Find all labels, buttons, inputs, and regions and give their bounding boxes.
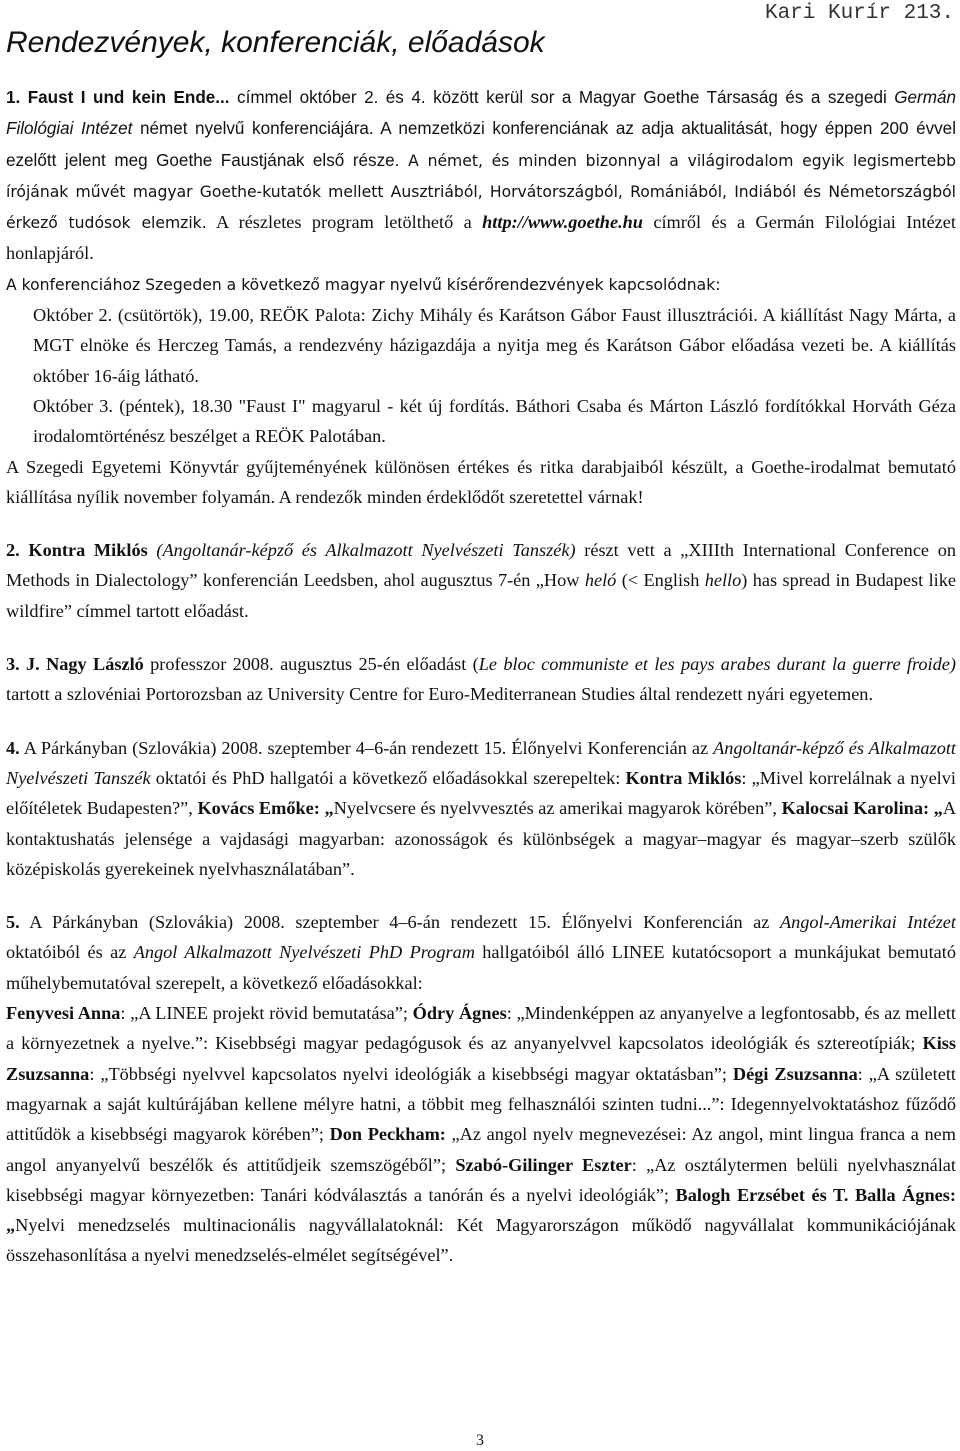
text-run: részt vett a „XIIIth International Conference on Methods in Dialectology” konferencián Leedsben, ahol augusztus 7-én „How xyxy=(6,540,956,591)
text-run: ) has spread in Budapest like wildfire” címmel tartott előadást. xyxy=(6,570,956,621)
text-run: Október 3. (péntek), 18.30 "Faust I" magyarul - két új fordítás. xyxy=(33,395,510,416)
text-run: 4. xyxy=(6,737,20,758)
text-run: heló xyxy=(584,570,617,591)
paragraph xyxy=(6,649,956,710)
text-run: Le bloc communiste et les pays arabes durant la guerre froide) xyxy=(478,654,956,675)
text-run: : „Mindenképpen az anyanyelve a legfontosabb, és az mellett a környezetnek a nyelve.”: Kisebbségi magyar pedagógusok és az anyanyelvvel kapcsolatos ideológiák és sztereotípiák; xyxy=(6,1003,957,1054)
text-run: Szabó-Gilinger Eszter xyxy=(455,1154,632,1175)
text-run: : „A LINEE projekt rövid bemutatása”; xyxy=(120,1003,413,1024)
text-run: hello xyxy=(704,570,742,591)
text-run: Angoltanár-képző és Alkalmazott Nyelvészeti Tanszék xyxy=(6,737,956,788)
text-run: : „A született magyarnak a saját kultúrájában kellene mélyre hatni, a többit meg felhasználói szinten tudni...”: Idegennyelvoktatáshoz fűződő attitűdök a kisebbségi magyarok körében”; xyxy=(6,1063,956,1145)
paragraph xyxy=(6,300,956,391)
text-run: : „Többségi nyelvvel kapcsolatos nyelvi ideológiák a kisebbségi magyar oktatásban”; xyxy=(89,1063,733,1084)
text-run: Balogh Erzsébet és T. Balla Ágnes: „ xyxy=(6,1184,956,1236)
paragraph xyxy=(6,998,956,1271)
text-run: (< English xyxy=(616,570,705,591)
text-run: Don Peckham: xyxy=(329,1124,446,1145)
text-run: A Szegedi Egyetemi Könyvtár gyűjteményének különösen értékes és ritka darabjaiból készült, a Goethe-irodalmat bemutató kiállítása nyílik november folyamán. A rendezők minden érdeklődőt szeretettel várnak! xyxy=(6,456,956,507)
news-item xyxy=(6,535,956,626)
text-run: Október 2. (csütörtök), 19.00, REÖK Palota: Zichy Mihály és Karátson Gábor Faust illusztrációi. A kiállítást Nagy Márta, a MGT elnöke és Herczeg Tamás, a rendezvény házigazdája a nyitja meg és Karátson Gábor előadása vezeti be. A kiállítás október 16-áig látható. xyxy=(33,305,956,386)
paragraph xyxy=(6,907,956,998)
text-run: 3. J. Nagy László xyxy=(6,654,144,675)
text-run: A konferenciához Szegeden a következő magyar nyelvű kísérőrendezvények kapcsolódnak: xyxy=(6,275,721,294)
text-run: Kovács Emőke: „ xyxy=(197,798,334,819)
text-run: Germán Filológiai Intézet xyxy=(6,88,956,139)
news-item xyxy=(6,649,956,710)
text-run: Báthori Csaba és Márton László fordítókkal Horváth Géza irodalomtörténész beszélget a REÖK Palotában. xyxy=(33,395,956,447)
text-run: A Párkányban (Szlovákia) 2008. szeptember 4–6-án rendezett 15. Élőnyelvi Konferencián az xyxy=(19,737,714,758)
text-run: hallgatóiból álló LINEE kutatócsoport a munkájukat bemutató műhelybemutatóval szerepelt, a következő előadásokkal: xyxy=(6,942,956,993)
text-run: A Párkányban (Szlovákia) 2008. szeptember 4–6-án rendezett 15. Élőnyelvi Konferencián az xyxy=(19,912,780,933)
article-list xyxy=(6,82,956,1271)
text-run: 5. xyxy=(6,912,20,933)
page-header xyxy=(6,0,956,82)
text-run: A részletes program letölthető a xyxy=(206,212,483,233)
text-run: címmel október 2. és 4. között kerül sor a Magyar Goethe Társaság és a szegedi xyxy=(229,88,895,107)
news-item xyxy=(6,733,956,884)
item-spacer xyxy=(6,710,956,733)
paragraph xyxy=(6,269,956,300)
text-run: német nyelvű konferenciájára. A nemzetközi konferenciának az adja aktualitását, hogy éppen 200 évvel ezelőtt jelent meg Goethe Faustjának első része. xyxy=(6,119,956,170)
text-run: : „Mivel korrelálnak a nyelvi előítéletek Budapesten?”, xyxy=(6,767,956,819)
text-run: „Az angol nyelv megnevezései: Az angol, mint lingua franca a nem angol anyanyelvű beszélők és attitűdjeik szemszögéből”; xyxy=(6,1124,956,1175)
issue-label: Kari Kurír 213. xyxy=(764,2,954,25)
news-item xyxy=(6,82,956,512)
text-run: Nyelvcsere és nyelvvesztés az amerikai magyarok körében”, xyxy=(333,798,782,819)
text-run: Angol-Amerikai Intézet xyxy=(779,912,956,933)
text-run: Dégi Zsuzsanna xyxy=(732,1063,858,1084)
text-run: Nyelvi menedzselés multinacionális nagyvállalatoknál: Két Magyarországon működő nagyvállalat kommunikációjának összehasonlítása a nyelvi menedzselés-elmélet segítségével”. xyxy=(6,1215,956,1266)
paragraph xyxy=(6,391,956,452)
text-run: oktatóiból és az xyxy=(6,942,134,963)
text-run: Ódry Ágnes xyxy=(412,1003,507,1024)
text-run: A német, és minden bizonnyal a világirodalom egyik legismertebb írójának művét magyar Goethe-kutatók mellett Ausztriából, Horvátországból, Romániából, Indiából és Németországból érkező tudósok elemzik. xyxy=(6,151,956,233)
text-run: http://www.goethe.hu xyxy=(482,212,643,233)
item-spacer xyxy=(6,884,956,907)
paragraph xyxy=(6,452,956,513)
text-run: (Angoltanár-képző és Alkalmazott Nyelvészeti Tanszék) xyxy=(156,540,576,561)
paragraph xyxy=(6,535,956,626)
news-item xyxy=(6,907,956,1271)
document-page xyxy=(6,0,956,1271)
item-spacer xyxy=(6,626,956,649)
page-number: 3 xyxy=(476,1432,484,1449)
text-run: Kalocsai Karolina: „ xyxy=(781,798,943,819)
text-run: Kiss Zsuzsanna xyxy=(6,1033,956,1084)
text-run: 1. Faust I und kein Ende... xyxy=(6,88,230,107)
paragraph xyxy=(6,733,956,884)
text-run: Fenyvesi Anna xyxy=(6,1003,121,1024)
section-title: Rendezvények, konferenciák, előadások xyxy=(6,26,545,59)
paragraph xyxy=(6,82,956,269)
text-run: A kontaktushatás jelensége a vajdasági magyarban: azonosságok és különbségek a magyar–magyar és magyar–szerb szülők középiskolás gyerekeinek nyelvhasználatában”. xyxy=(6,798,957,879)
text-run: oktatói és PhD hallgatói a következő előadásokkal szerepeltek: xyxy=(150,767,626,788)
text-run: tartott a szlovéniai Portorozsban az University Centre for Euro-Mediterranean Studies által rendezett nyári egyetemen. xyxy=(6,684,874,705)
text-run: professzor 2008. augusztus 25-én előadást ( xyxy=(143,654,479,675)
text-run: : „Az osztálytermen belüli nyelvhasználat kisebbségi magyar környezetben: Tanári kódválasztás a tanórán és a nyelvi ideológiák”; xyxy=(6,1154,956,1205)
text-run: 2. Kontra Miklós xyxy=(6,540,148,561)
text-run: címről és a Germán Filológiai Intézet honlapjáról. xyxy=(6,212,956,264)
text-run: Angol Alkalmazott Nyelvészeti PhD Program xyxy=(133,942,475,963)
text-run: Kontra Miklós xyxy=(625,767,742,788)
item-spacer xyxy=(6,512,956,535)
